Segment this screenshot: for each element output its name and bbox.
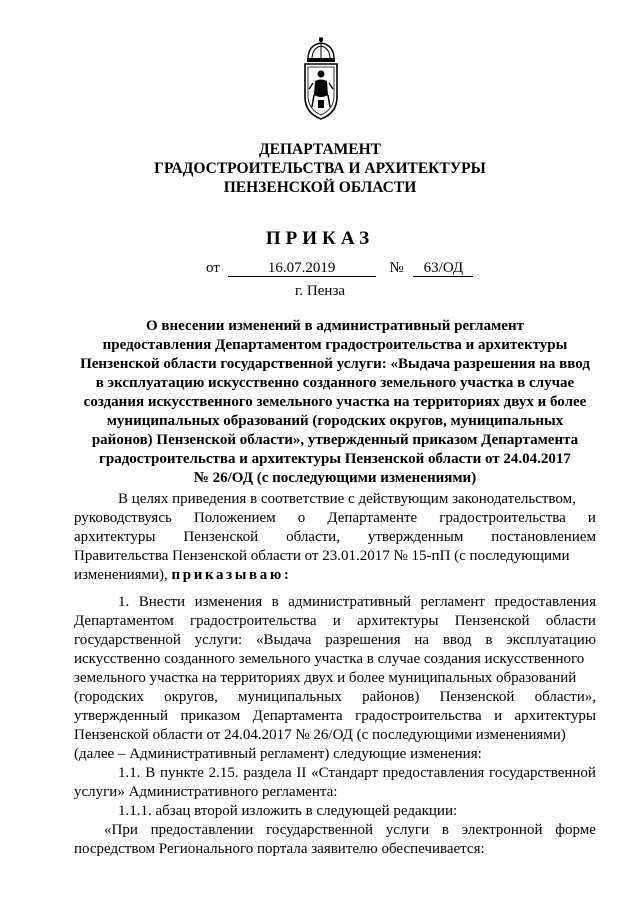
order-city: г. Пенза bbox=[294, 283, 346, 299]
word: области», bbox=[534, 689, 596, 705]
item-1-line bbox=[74, 593, 596, 612]
word: и bbox=[332, 613, 341, 629]
order-date: 16.07.2019 bbox=[228, 260, 376, 277]
word: Пензенской bbox=[454, 613, 530, 629]
word: разрешения bbox=[325, 632, 401, 648]
word: предоставлении bbox=[150, 822, 254, 838]
title-line: в эксплуатацию искусственно созданного земельного участка в случае bbox=[95, 375, 575, 391]
order-date-line bbox=[206, 260, 473, 277]
word: Департаментом bbox=[74, 613, 174, 629]
department-line-3: ПЕНЗЕНСКОЙ ОБЛАСТИ bbox=[223, 179, 417, 196]
preamble-line: Правительства Пензенской области от 23.01.2017 № 15-пП (с последующими bbox=[74, 548, 570, 564]
word: 1. bbox=[118, 594, 130, 610]
item-1-line: земельного участка на территориях двух и более муниципальных образований bbox=[74, 670, 577, 686]
department-line-2: ГРАДОСТРОИТЕЛЬСТВА И АРХИТЕКТУРЫ bbox=[154, 160, 486, 177]
quote-paragraph bbox=[74, 821, 596, 859]
title-line: муниципальных образований (городских округов, муниципальных bbox=[106, 413, 564, 429]
word: государственной bbox=[266, 822, 373, 838]
item-1-paragraph bbox=[74, 593, 596, 764]
word: (городских bbox=[74, 689, 144, 705]
word: градостроительства bbox=[189, 613, 317, 629]
word: Пензенской bbox=[183, 529, 259, 545]
order-heading: ПРИКАЗ bbox=[265, 228, 375, 249]
word: раздела bbox=[243, 765, 292, 781]
word: утвержденный bbox=[74, 708, 169, 724]
item-1-line bbox=[74, 612, 596, 631]
department-name bbox=[0, 140, 640, 197]
title-line: Пензенской области государственной услуги: «Выдача разрешения на ввод bbox=[80, 356, 590, 372]
word: предоставления bbox=[494, 594, 596, 610]
word: руководствуясь bbox=[74, 510, 172, 526]
preamble-text: изменениями), bbox=[74, 567, 172, 583]
word: государственной bbox=[74, 632, 181, 648]
word: Внести bbox=[138, 594, 186, 610]
word: ввод bbox=[442, 632, 472, 648]
word: «Стандарт bbox=[311, 765, 379, 781]
title-line: градостроительства и архитектуры Пензенской области от 24.04.2017 bbox=[99, 451, 571, 467]
word: архитектуры bbox=[357, 613, 439, 629]
preamble-line bbox=[74, 566, 596, 585]
title-line: районов) Пензенской области», утвержденный приказом Департамента bbox=[91, 432, 579, 448]
item-1-line bbox=[74, 688, 596, 707]
department-line-1: ДЕПАРТАМЕНТ bbox=[258, 141, 382, 158]
word: 1.1. bbox=[118, 765, 141, 781]
word: Департамента bbox=[252, 708, 343, 724]
date-prefix: от bbox=[206, 260, 220, 276]
word: Пензенской bbox=[439, 689, 515, 705]
word: предоставления bbox=[382, 765, 485, 781]
word: электронной bbox=[461, 822, 543, 838]
word: постановлением bbox=[491, 529, 596, 545]
word: услуги: bbox=[194, 632, 243, 648]
word: эксплуатацию bbox=[506, 632, 596, 648]
item-1-1-paragraph bbox=[74, 764, 596, 802]
word: и bbox=[494, 708, 503, 724]
word: районов) bbox=[362, 689, 420, 705]
preamble-line bbox=[74, 509, 596, 528]
title-line: О внесении изменений в административный регламент bbox=[146, 318, 524, 334]
quote-line: посредством Регионального портала заявителю обеспечивается: bbox=[74, 841, 485, 857]
title-line: № 26/ОД (с последующими изменениями) bbox=[193, 470, 477, 486]
item-1-1-1-paragraph bbox=[74, 802, 596, 821]
preamble-line bbox=[74, 528, 596, 547]
preamble-paragraph bbox=[74, 490, 596, 585]
word: муниципальных bbox=[238, 689, 342, 705]
item-1-line: Пензенской области от 24.04.2017 № 26/ОД (с последующими изменениями) bbox=[74, 727, 566, 743]
preamble-line: В целях приведения в соответствие с действующим законодательством, bbox=[118, 491, 576, 507]
word: государственной bbox=[489, 765, 596, 781]
word: «Выдача bbox=[255, 632, 312, 648]
word: услуги bbox=[385, 822, 430, 838]
item-1-1-line bbox=[74, 764, 596, 783]
word: Департаменте bbox=[327, 510, 418, 526]
word: архитектуры bbox=[74, 529, 156, 545]
word: о bbox=[297, 510, 306, 526]
word: Положением bbox=[193, 510, 276, 526]
word: на bbox=[414, 632, 430, 648]
title-line: создания искусственного земельного участка на территориях двух и более bbox=[83, 394, 587, 410]
coat-of-arms-emblem bbox=[296, 37, 346, 121]
word: и bbox=[587, 510, 596, 526]
order-title bbox=[74, 317, 596, 488]
word: приказом bbox=[180, 708, 241, 724]
item-1-line bbox=[74, 631, 596, 650]
word: области bbox=[545, 613, 596, 629]
order-verb: приказываю: bbox=[171, 567, 292, 583]
word: регламент bbox=[420, 594, 485, 610]
number-sign: № bbox=[389, 260, 404, 276]
order-number: 63/ОД bbox=[413, 260, 473, 277]
word: в bbox=[441, 822, 449, 838]
word: В bbox=[145, 765, 156, 781]
title-line: предоставления Департаментом градостроительства и архитектуры bbox=[102, 337, 568, 353]
word: «При bbox=[104, 822, 138, 838]
quote-line bbox=[74, 821, 596, 840]
item-1-line bbox=[74, 707, 596, 726]
word: 2.15. bbox=[208, 765, 239, 781]
word: изменения bbox=[194, 594, 263, 610]
item-1-line: искусственно созданного земельного участка в случае создания искусственного bbox=[74, 651, 585, 667]
item-1-1-line: услуги» Административного регламента: bbox=[74, 784, 338, 800]
word: в bbox=[485, 632, 493, 648]
word: округов, bbox=[164, 689, 218, 705]
item-1-1-1-line: 1.1.1. абзац второй изложить в следующей редакции: bbox=[118, 803, 458, 819]
word: градостроительства bbox=[439, 510, 566, 526]
word: пункте bbox=[160, 765, 204, 781]
word: II bbox=[296, 765, 307, 781]
item-1-line: (далее – Административный регламент) следующие изменения: bbox=[74, 746, 482, 762]
word: форме bbox=[555, 822, 596, 838]
word: архитектуры bbox=[514, 708, 596, 724]
word: градостроительства bbox=[355, 708, 482, 724]
word: в bbox=[271, 594, 279, 610]
word: административный bbox=[288, 594, 412, 610]
word: области, bbox=[286, 529, 340, 545]
word: утвержденным bbox=[367, 529, 464, 545]
